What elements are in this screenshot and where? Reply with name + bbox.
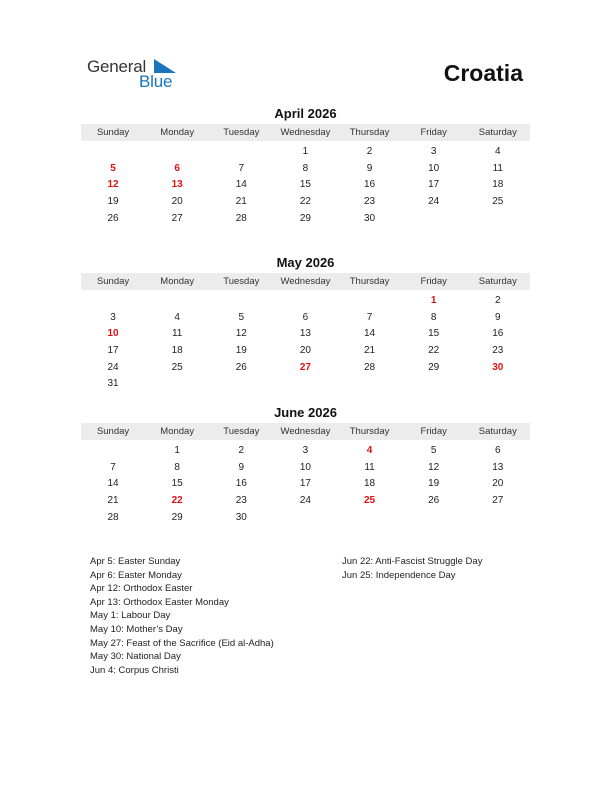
day-cell: 25	[171, 361, 183, 373]
holiday-item: Apr 13: Orthodox Easter Monday	[90, 596, 229, 608]
day-cell: 20	[171, 196, 183, 208]
day-cell: 16	[364, 179, 376, 191]
day-cell	[273, 376, 337, 393]
month-title: May 2026	[276, 255, 335, 270]
week-row	[81, 177, 530, 194]
day-cell: 18	[364, 478, 376, 490]
weekday-label: Tuesday	[223, 426, 260, 437]
month-title: April 2026	[274, 106, 337, 121]
holiday-item: Jun 22: Anti-Fascist Struggle Day	[342, 556, 483, 567]
day-cell: 12	[107, 179, 119, 191]
weekday-header	[81, 273, 530, 290]
day-cell: 29	[428, 361, 440, 373]
day-cell: 22	[171, 495, 183, 507]
week-row	[81, 293, 530, 310]
day-cell	[81, 293, 145, 310]
day-cell	[338, 376, 402, 393]
day-cell	[209, 376, 273, 393]
day-cell: 6	[495, 445, 501, 456]
day-cell: 3	[430, 146, 437, 157]
week-row	[81, 343, 530, 360]
weekday-label: Tuesday	[223, 276, 260, 287]
weekday-label: Thursday	[349, 426, 390, 437]
weekday-label: Wednesday	[280, 276, 331, 287]
day-cell: 24	[299, 495, 311, 507]
weekday-label: Monday	[160, 426, 195, 437]
day-cell: 15	[428, 328, 440, 340]
day-cell	[338, 510, 402, 527]
day-cell	[466, 510, 530, 527]
day-cell: 27	[299, 361, 311, 373]
day-cell: 26	[235, 361, 247, 373]
month-calendar	[81, 405, 530, 526]
country-title: Croatia	[443, 60, 523, 86]
day-cell	[338, 293, 402, 310]
holiday-item: May 30: National Day	[90, 651, 181, 663]
day-cell: 9	[495, 311, 501, 323]
day-cell: 17	[299, 478, 311, 490]
day-cell: 31	[107, 378, 119, 390]
week-row	[81, 443, 530, 460]
day-cell: 5	[110, 162, 116, 174]
day-cell: 11	[364, 461, 375, 473]
day-cell: 28	[107, 511, 119, 523]
weekday-label: Saturday	[478, 276, 517, 287]
weekday-label: Monday	[160, 127, 195, 138]
month-calendar	[81, 106, 530, 227]
day-cell: 17	[428, 179, 440, 191]
holiday-item: May 27: Feast of the Sacrifice (Eid al-Adha)	[90, 637, 274, 649]
week-row	[81, 376, 530, 393]
day-cell: 2	[366, 146, 373, 157]
week-row	[81, 144, 530, 161]
day-cell: 11	[171, 328, 183, 340]
day-cell: 3	[302, 445, 309, 456]
day-cell: 21	[235, 196, 247, 208]
logo-text-blue: Blue	[139, 72, 173, 91]
weekday-label: Sunday	[96, 127, 130, 138]
day-cell: 13	[299, 328, 311, 340]
day-cell: 26	[107, 212, 119, 224]
day-cell: 8	[430, 311, 437, 323]
weekday-label: Tuesday	[223, 127, 260, 138]
day-cell	[466, 211, 530, 228]
weekday-label: Wednesday	[280, 127, 331, 138]
day-cell	[81, 144, 145, 161]
month-calendar	[81, 255, 530, 393]
weekday-label: Sunday	[96, 426, 130, 437]
day-cell: 19	[107, 196, 119, 208]
day-cell: 2	[238, 445, 245, 456]
holiday-list-right	[342, 555, 482, 582]
day-cell: 1	[174, 445, 180, 456]
day-cell: 20	[492, 478, 504, 490]
day-cell: 7	[110, 461, 116, 473]
weekday-label: Wednesday	[280, 426, 331, 437]
day-cell	[81, 443, 145, 460]
week-row	[81, 476, 530, 493]
day-cell: 16	[492, 328, 504, 340]
day-cell: 2	[495, 295, 501, 306]
day-cell: 4	[174, 311, 180, 323]
weekday-label: Friday	[420, 276, 447, 287]
day-cell: 16	[235, 478, 247, 490]
logo-text-general: General	[87, 57, 147, 76]
day-cell: 25	[492, 196, 504, 208]
day-cell: 19	[428, 478, 440, 490]
week-row	[81, 493, 530, 510]
weekday-header	[81, 423, 530, 440]
day-cell: 27	[171, 212, 183, 224]
day-cell: 19	[235, 345, 247, 357]
day-cell: 22	[428, 345, 440, 357]
day-cell: 12	[428, 461, 440, 473]
day-cell: 6	[302, 311, 309, 323]
day-cell: 5	[238, 311, 245, 323]
day-cell: 18	[492, 179, 504, 191]
day-cell: 21	[107, 495, 119, 507]
day-cell: 14	[235, 179, 247, 191]
holiday-item: May 10: Mother’s Day	[90, 623, 183, 635]
week-row	[81, 326, 530, 343]
holiday-item: Apr 6: Easter Monday	[90, 569, 182, 581]
day-cell	[145, 293, 209, 310]
day-cell: 23	[364, 196, 376, 208]
holiday-item: May 1: Labour Day	[90, 610, 171, 622]
day-cell: 9	[238, 461, 245, 473]
week-row	[81, 510, 530, 527]
day-cell: 8	[302, 162, 309, 174]
weekday-label: Sunday	[96, 276, 130, 287]
day-cell: 3	[110, 311, 116, 323]
day-cell: 26	[428, 495, 440, 507]
day-cell: 21	[364, 345, 376, 357]
day-cell	[273, 510, 337, 527]
day-cell: 14	[364, 328, 376, 340]
holiday-item: Apr 5: Easter Sunday	[90, 556, 181, 567]
day-cell: 7	[366, 311, 373, 323]
day-cell: 17	[107, 345, 119, 357]
day-cell: 13	[492, 461, 504, 473]
weekday-label: Friday	[420, 426, 447, 437]
holiday-item: Jun 4: Corpus Christi	[90, 664, 179, 676]
day-cell: 10	[428, 162, 440, 174]
day-cell: 29	[171, 511, 183, 523]
day-cell: 24	[428, 196, 440, 208]
weekday-header	[81, 124, 530, 141]
month-title: June 2026	[274, 405, 337, 420]
day-cell: 8	[174, 461, 180, 473]
day-cell	[209, 144, 273, 161]
day-cell: 25	[364, 495, 376, 507]
day-cell: 23	[235, 495, 247, 507]
logo-triangle-icon	[154, 59, 176, 73]
day-cell: 13	[171, 179, 183, 191]
holiday-list-left	[90, 555, 274, 677]
day-cell: 18	[171, 345, 183, 357]
day-cell	[145, 144, 209, 161]
week-row	[81, 310, 530, 327]
general-blue-logo	[86, 56, 186, 92]
week-row	[81, 360, 530, 377]
weekday-label: Saturday	[478, 426, 517, 437]
day-cell: 14	[107, 478, 119, 490]
day-cell: 23	[492, 345, 504, 357]
day-cell: 22	[299, 196, 311, 208]
day-cell: 30	[364, 212, 376, 224]
day-cell: 28	[235, 212, 247, 224]
day-cell	[402, 510, 466, 527]
weekday-label: Friday	[420, 127, 447, 138]
week-row	[81, 211, 530, 228]
day-cell: 11	[492, 162, 503, 174]
day-cell	[402, 376, 466, 393]
day-cell: 1	[302, 146, 309, 157]
day-cell: 30	[235, 511, 247, 523]
day-cell: 15	[171, 478, 183, 490]
day-cell	[466, 376, 530, 393]
day-cell	[145, 376, 209, 393]
day-cell: 20	[299, 345, 311, 357]
day-cell: 28	[364, 361, 376, 373]
weekday-label: Monday	[160, 276, 195, 287]
day-cell: 4	[495, 146, 501, 157]
weekday-label: Thursday	[349, 127, 390, 138]
day-cell	[273, 293, 337, 310]
day-cell: 29	[299, 212, 311, 224]
day-cell: 9	[366, 162, 373, 174]
week-row	[81, 161, 530, 178]
weekday-label: Thursday	[349, 276, 390, 287]
week-row	[81, 460, 530, 477]
day-cell: 15	[299, 179, 311, 191]
day-cell: 30	[492, 361, 504, 373]
day-cell: 12	[235, 328, 247, 340]
day-cell: 1	[430, 295, 437, 306]
day-cell	[209, 293, 273, 310]
day-cell: 7	[238, 162, 245, 174]
day-cell: 10	[107, 328, 119, 340]
day-cell: 6	[174, 162, 180, 174]
day-cell: 5	[430, 445, 437, 456]
day-cell	[402, 211, 466, 228]
week-row	[81, 194, 530, 211]
holiday-item: Jun 25: Independence Day	[342, 569, 456, 581]
weekday-label: Saturday	[478, 127, 517, 138]
day-cell: 10	[299, 461, 311, 473]
day-cell: 24	[107, 361, 119, 373]
day-cell: 4	[366, 445, 373, 456]
holiday-item: Apr 12: Orthodox Easter	[90, 583, 193, 595]
day-cell: 27	[492, 495, 504, 507]
